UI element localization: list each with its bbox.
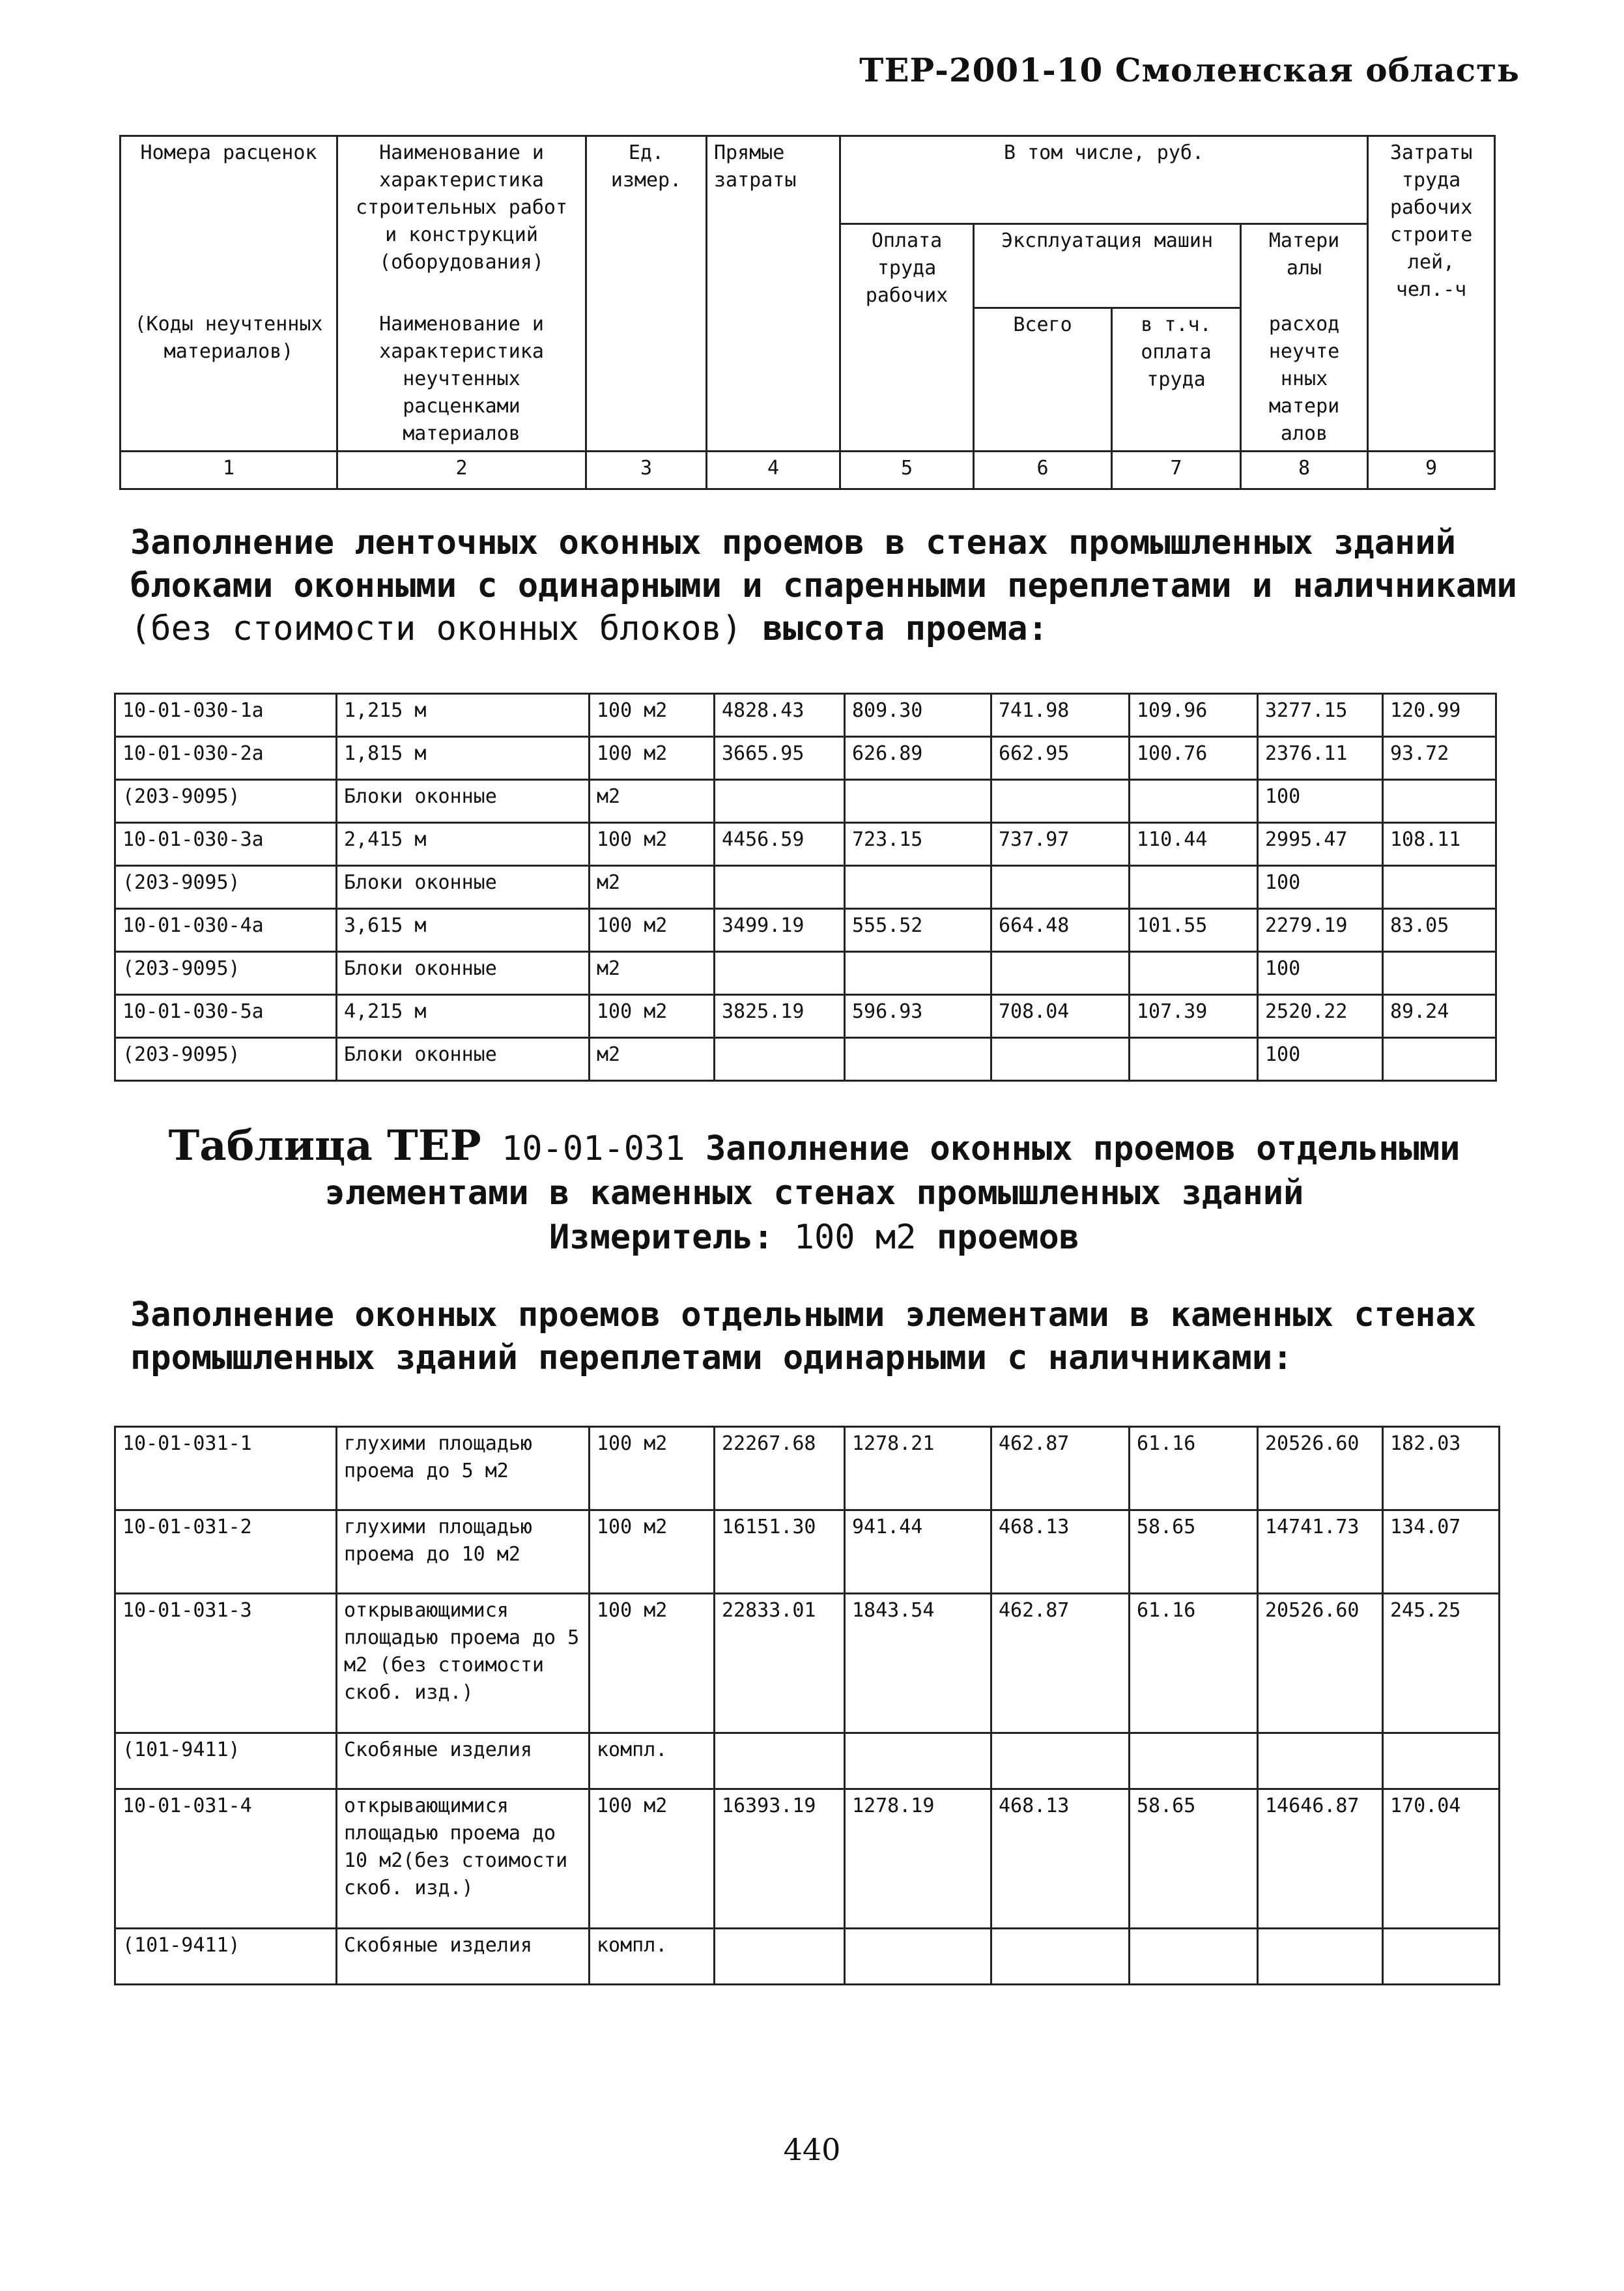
column-header-table (119, 135, 1496, 490)
unit: 100 м2 (590, 694, 715, 737)
table-row (115, 823, 1496, 866)
unit: 100 м2 (590, 909, 715, 952)
col-number-7: 7 (1112, 451, 1241, 489)
labor-hours: 120.99 (1383, 694, 1496, 737)
header-labor-pay: Оплата труда рабочих (840, 224, 974, 452)
material-name: Блоки оконные (337, 866, 590, 909)
rate-code: 10-01-031-3 (115, 1594, 337, 1733)
machines-total (991, 952, 1130, 995)
materials (1258, 1929, 1383, 1985)
materials: 2279.19 (1258, 909, 1383, 952)
machines-labor: 61.16 (1130, 1594, 1258, 1733)
table-row (115, 1427, 1500, 1510)
material-code: (101-9411) (115, 1929, 337, 1985)
table-title-label: Таблица ТЕР (168, 1121, 481, 1170)
labor-hours: 170.04 (1383, 1789, 1500, 1929)
labor-hours: 245.25 (1383, 1594, 1500, 1733)
labor-pay: 1278.21 (845, 1427, 991, 1510)
header-materials: Матери алы (1241, 224, 1368, 308)
material-code: (203-9095) (115, 952, 337, 995)
machines-labor (1130, 1733, 1258, 1789)
machines-labor: 109.96 (1130, 694, 1258, 737)
machines-labor (1130, 866, 1258, 909)
table-row (115, 1789, 1500, 1929)
labor-hours: 108.11 (1383, 823, 1496, 866)
unit: 100 м2 (590, 995, 715, 1038)
rate-code: 10-01-031-1 (115, 1427, 337, 1510)
machines-total: 462.87 (991, 1594, 1130, 1733)
unit: компл. (590, 1733, 715, 1789)
labor-pay: 1843.54 (845, 1594, 991, 1733)
section2-title: Заполнение оконных проемов отдельными элементами в каменных стенах промышленных зданий переплетами одинарными с наличниками: (130, 1295, 1477, 1377)
direct-costs (715, 1929, 845, 1985)
table-row (115, 1038, 1496, 1081)
material-name: Блоки оконные (337, 952, 590, 995)
machines-labor (1130, 1929, 1258, 1985)
machines-total (991, 866, 1130, 909)
machines-total: 737.97 (991, 823, 1130, 866)
direct-costs: 4828.43 (715, 694, 845, 737)
rate-code: 10-01-030-2а (115, 737, 337, 780)
materials (1258, 1733, 1383, 1789)
work-name: 2,415 м (337, 823, 590, 866)
labor-pay: 596.93 (845, 995, 991, 1038)
section1-title-bold: Заполнение ленточных оконных проемов в стенах промышленных зданий блоками оконными с одинарными и спаренными переплетами и наличниками (130, 523, 1517, 605)
col-number-1: 1 (121, 451, 337, 489)
direct-costs: 3825.19 (715, 995, 845, 1038)
machines-total (991, 780, 1130, 823)
material-name: Блоки оконные (337, 1038, 590, 1081)
materials: 2520.22 (1258, 995, 1383, 1038)
materials: 20526.60 (1258, 1427, 1383, 1510)
labor-pay (845, 1733, 991, 1789)
header-including: В том числе, руб. (840, 136, 1368, 224)
unit: 100 м2 (590, 737, 715, 780)
measure-unit: проемов (936, 1218, 1079, 1257)
table-row (115, 694, 1496, 737)
work-name: 1,815 м (337, 737, 590, 780)
direct-costs (715, 1733, 845, 1789)
material-code: (101-9411) (115, 1733, 337, 1789)
table-title-text: Заполнение оконных проемов отдельными элементами в каменных стенах промышленных зданий (324, 1129, 1460, 1213)
machines-total: 462.87 (991, 1427, 1130, 1510)
machines-total (991, 1733, 1130, 1789)
labor-hours: 134.07 (1383, 1510, 1500, 1594)
rate-code: 10-01-030-3а (115, 823, 337, 866)
machines-total (991, 1038, 1130, 1081)
unit: 100 м2 (590, 1510, 715, 1594)
section1-title (130, 521, 1531, 650)
labor-pay: 723.15 (845, 823, 991, 866)
labor-pay (845, 1929, 991, 1985)
header-machines-labor: в т.ч. оплата труда (1112, 308, 1241, 452)
machines-total (991, 1929, 1130, 1985)
machines-total: 664.48 (991, 909, 1130, 952)
section2-rows (115, 1427, 1500, 1985)
labor-hours (1383, 780, 1496, 823)
rate-code: 10-01-031-4 (115, 1789, 337, 1929)
col-number-5: 5 (840, 451, 974, 489)
machines-labor (1130, 952, 1258, 995)
unit: 100 м2 (590, 1789, 715, 1929)
materials: 100 (1258, 780, 1383, 823)
direct-costs: 4456.59 (715, 823, 845, 866)
direct-costs: 16151.30 (715, 1510, 845, 1594)
table-title (98, 1121, 1531, 1260)
header-rate-numbers-spacer (121, 224, 337, 308)
header-direct-costs: Прямые затраты (707, 136, 840, 452)
col-number-6: 6 (974, 451, 1112, 489)
section1-title-thin: (без стоимости оконных блоков) (130, 609, 743, 648)
machines-labor: 58.65 (1130, 1510, 1258, 1594)
header-unaccounted-materials: Наименование и характеристика неучтенных расценками материалов (337, 308, 586, 452)
direct-costs: 16393.19 (715, 1789, 845, 1929)
machines-labor: 100.76 (1130, 737, 1258, 780)
section1-title-height: высота проема: (762, 609, 1048, 648)
header-machines-total: Всего (974, 308, 1112, 452)
machines-labor: 58.65 (1130, 1789, 1258, 1929)
page-number: 440 (783, 2132, 841, 2167)
unit: м2 (590, 780, 715, 823)
materials: 14646.87 (1258, 1789, 1383, 1929)
labor-pay: 1278.19 (845, 1789, 991, 1929)
labor-pay (845, 1038, 991, 1081)
direct-costs: 22833.01 (715, 1594, 845, 1733)
labor-pay (845, 952, 991, 995)
unit: компл. (590, 1929, 715, 1985)
rate-code: 10-01-030-1а (115, 694, 337, 737)
labor-hours: 93.72 (1383, 737, 1496, 780)
header-machine-operation: Эксплуатация машин (974, 224, 1241, 308)
header-rate-numbers: Номера расценок (121, 136, 337, 224)
materials: 2995.47 (1258, 823, 1383, 866)
labor-hours (1383, 866, 1496, 909)
labor-pay: 626.89 (845, 737, 991, 780)
table-row (115, 1733, 1500, 1789)
rate-code: 10-01-030-4а (115, 909, 337, 952)
machines-total: 468.13 (991, 1789, 1130, 1929)
table-row (115, 780, 1496, 823)
direct-costs: 3499.19 (715, 909, 845, 952)
machines-labor: 61.16 (1130, 1427, 1258, 1510)
materials: 100 (1258, 1038, 1383, 1081)
table-row (115, 952, 1496, 995)
work-name: открывающимися площадью проема до 5 м2 (без стоимости скоб. изд.) (337, 1594, 590, 1733)
materials: 2376.11 (1258, 737, 1383, 780)
machines-labor (1130, 780, 1258, 823)
labor-hours: 83.05 (1383, 909, 1496, 952)
direct-costs (715, 866, 845, 909)
unit: 100 м2 (590, 1427, 715, 1510)
machines-labor: 101.55 (1130, 909, 1258, 952)
work-name: 4,215 м (337, 995, 590, 1038)
header-unaccounted-codes: (Коды неучтенных материалов) (121, 308, 337, 452)
materials: 100 (1258, 952, 1383, 995)
col-number-4: 4 (707, 451, 840, 489)
machines-labor: 110.44 (1130, 823, 1258, 866)
measure-label: Измеритель: (549, 1218, 774, 1257)
rate-code: 10-01-030-5а (115, 995, 337, 1038)
labor-pay: 941.44 (845, 1510, 991, 1594)
materials: 14741.73 (1258, 1510, 1383, 1594)
table-row (115, 866, 1496, 909)
header-unit: Ед. измер. (586, 136, 707, 452)
table-row (115, 1510, 1500, 1594)
table-row (115, 1594, 1500, 1733)
col-number-9: 9 (1368, 451, 1495, 489)
material-code: (203-9095) (115, 866, 337, 909)
unit: м2 (590, 952, 715, 995)
document-header-title: ТЕР-2001-10 Смоленская область (859, 51, 1520, 89)
labor-pay (845, 780, 991, 823)
header-materials-usage: расход неучте нных матери алов (1241, 308, 1368, 452)
work-name: глухими площадью проема до 10 м2 (337, 1510, 590, 1594)
col-number-2: 2 (337, 451, 586, 489)
unit: 100 м2 (590, 823, 715, 866)
measure-value: 100 м2 (793, 1218, 917, 1257)
work-name: 3,615 м (337, 909, 590, 952)
materials: 20526.60 (1258, 1594, 1383, 1733)
labor-hours (1383, 1733, 1500, 1789)
unit: м2 (590, 866, 715, 909)
materials: 3277.15 (1258, 694, 1383, 737)
labor-pay (845, 866, 991, 909)
material-code: (203-9095) (115, 1038, 337, 1081)
table-row (115, 995, 1496, 1038)
labor-hours (1383, 1038, 1496, 1081)
machines-labor (1130, 1038, 1258, 1081)
header-work-name: Наименование и характеристика строительных работ и конструкций (оборудования) (337, 136, 586, 308)
labor-hours: 89.24 (1383, 995, 1496, 1038)
unit: м2 (590, 1038, 715, 1081)
section1-rows (115, 694, 1496, 1081)
machines-total: 468.13 (991, 1510, 1130, 1594)
section1-table (114, 693, 1497, 1082)
machines-total: 708.04 (991, 995, 1130, 1038)
col-number-8: 8 (1241, 451, 1368, 489)
direct-costs (715, 952, 845, 995)
material-name: Скобяные изделия (337, 1929, 590, 1985)
rate-code: 10-01-031-2 (115, 1510, 337, 1594)
table-row (115, 1929, 1500, 1985)
materials: 100 (1258, 866, 1383, 909)
direct-costs (715, 1038, 845, 1081)
section2-table (114, 1426, 1500, 1985)
table-row (115, 737, 1496, 780)
labor-pay: 809.30 (845, 694, 991, 737)
work-name: глухими площадью проема до 5 м2 (337, 1427, 590, 1510)
labor-hours: 182.03 (1383, 1427, 1500, 1510)
work-name: открывающимися площадью проема до 10 м2(без стоимости скоб. изд.) (337, 1789, 590, 1929)
labor-pay: 555.52 (845, 909, 991, 952)
table-row (115, 909, 1496, 952)
machines-total: 662.95 (991, 737, 1130, 780)
direct-costs (715, 780, 845, 823)
machines-total: 741.98 (991, 694, 1130, 737)
unit: 100 м2 (590, 1594, 715, 1733)
table-title-code: 10-01-031 (501, 1129, 685, 1168)
direct-costs: 22267.68 (715, 1427, 845, 1510)
machines-labor: 107.39 (1130, 995, 1258, 1038)
material-code: (203-9095) (115, 780, 337, 823)
work-name: 1,215 м (337, 694, 590, 737)
labor-hours (1383, 952, 1496, 995)
material-name: Скобяные изделия (337, 1733, 590, 1789)
labor-hours (1383, 1929, 1500, 1985)
direct-costs: 3665.95 (715, 737, 845, 780)
header-labor-hours: Затраты труда рабочих строите лей, чел.-ч (1368, 136, 1495, 452)
col-number-3: 3 (586, 451, 707, 489)
material-name: Блоки оконные (337, 780, 590, 823)
